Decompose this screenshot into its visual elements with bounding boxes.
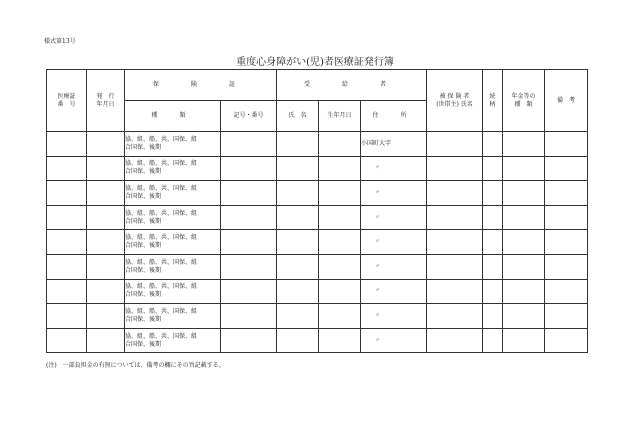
entry-cell[interactable] xyxy=(277,181,319,206)
entry-cell[interactable] xyxy=(503,181,545,206)
insurance-type-options: 合国保、後期 xyxy=(125,192,162,200)
entry-cell[interactable] xyxy=(545,181,588,206)
entry-cell[interactable] xyxy=(483,304,503,329)
address-cell[interactable] xyxy=(361,254,427,279)
entry-cell[interactable] xyxy=(277,328,319,353)
entry-cell[interactable] xyxy=(221,304,277,329)
insurance-type-options: 合国保、後期 xyxy=(125,340,162,348)
entry-cell[interactable] xyxy=(427,254,483,279)
insurance-type-cell[interactable] xyxy=(125,254,221,279)
insurance-type-cell[interactable] xyxy=(125,156,221,181)
entry-cell[interactable] xyxy=(503,205,545,230)
header-relationship: 続 柄 xyxy=(483,70,503,132)
address-cell[interactable] xyxy=(361,156,427,181)
entry-cell[interactable] xyxy=(47,254,87,279)
header-insurance-card: 保 険 証 xyxy=(125,70,277,101)
insurance-type-options: 協、組、船、共、国保、組 xyxy=(125,307,198,315)
insurance-type-cell[interactable] xyxy=(125,230,221,255)
entry-cell[interactable] xyxy=(427,156,483,181)
address-value: 〃 xyxy=(375,263,381,270)
entry-cell[interactable] xyxy=(545,254,588,279)
insurance-type-options: 合国保、後期 xyxy=(125,291,162,299)
entry-cell[interactable] xyxy=(277,230,319,255)
insurance-type-options: 協、組、船、共、国保、組 xyxy=(125,135,198,143)
header-birth-date: 生年月日 xyxy=(319,101,361,132)
entry-cell[interactable] xyxy=(277,205,319,230)
insurance-type-options: 合国保、後期 xyxy=(125,266,162,274)
ledger-body xyxy=(47,132,588,353)
table-row xyxy=(47,181,588,206)
header-symbol-number: 記号・番号 xyxy=(221,101,277,132)
entry-cell[interactable] xyxy=(427,132,483,157)
insurance-type-cell[interactable] xyxy=(125,304,221,329)
form-number: 様式第13号 xyxy=(44,38,76,45)
entry-cell[interactable] xyxy=(47,279,87,304)
entry-cell[interactable] xyxy=(319,205,361,230)
document-title: 重度心身障がい(児)者医療証発行簿 xyxy=(236,57,394,68)
address-value: 〃 xyxy=(375,312,381,319)
entry-cell[interactable] xyxy=(221,132,277,157)
entry-cell[interactable] xyxy=(503,304,545,329)
table-row xyxy=(47,132,588,157)
entry-cell[interactable] xyxy=(87,230,125,255)
entry-cell[interactable] xyxy=(319,230,361,255)
entry-cell[interactable] xyxy=(221,279,277,304)
header-pension-type: 年金等の 種 類 xyxy=(503,70,545,132)
entry-cell[interactable] xyxy=(277,279,319,304)
address-value: 〃 xyxy=(375,214,381,221)
entry-cell[interactable] xyxy=(483,230,503,255)
header-address: 住 所 xyxy=(361,101,427,132)
address-cell[interactable] xyxy=(361,328,427,353)
header-remarks: 備 考 xyxy=(545,70,588,132)
address-cell[interactable] xyxy=(361,304,427,329)
insurance-type-options: 協、組、船、共、国保、組 xyxy=(125,184,198,192)
entry-cell[interactable] xyxy=(483,254,503,279)
entry-cell[interactable] xyxy=(483,181,503,206)
entry-cell[interactable] xyxy=(221,328,277,353)
address-cell[interactable] xyxy=(361,181,427,206)
table-row xyxy=(47,230,588,255)
entry-cell[interactable] xyxy=(427,279,483,304)
insurance-type-options: 合国保、後期 xyxy=(125,315,162,323)
entry-cell[interactable] xyxy=(483,279,503,304)
entry-cell[interactable] xyxy=(319,132,361,157)
entry-cell[interactable] xyxy=(277,132,319,157)
entry-cell[interactable] xyxy=(503,156,545,181)
entry-cell[interactable] xyxy=(277,156,319,181)
entry-cell[interactable] xyxy=(545,304,588,329)
insurance-type-options: 協、組、船、共、国保、組 xyxy=(125,209,198,217)
insurance-type-options: 協、組、船、共、国保、組 xyxy=(125,234,198,242)
entry-cell[interactable] xyxy=(47,181,87,206)
entry-cell[interactable] xyxy=(503,132,545,157)
entry-cell[interactable] xyxy=(47,156,87,181)
footnote: (注) 一部負担金の有無については、備考の欄にその旨記載する。 xyxy=(46,362,225,369)
header-insured-person: 被 保 険 者 (世帯主) 氏名 xyxy=(427,70,483,132)
entry-cell[interactable] xyxy=(427,181,483,206)
table-row xyxy=(47,205,588,230)
table-row xyxy=(47,328,588,353)
entry-cell[interactable] xyxy=(319,304,361,329)
entry-cell[interactable] xyxy=(87,328,125,353)
entry-cell[interactable] xyxy=(545,279,588,304)
entry-cell[interactable] xyxy=(503,254,545,279)
insurance-type-options: 合国保、後期 xyxy=(125,143,162,151)
entry-cell[interactable] xyxy=(483,132,503,157)
entry-cell[interactable] xyxy=(319,156,361,181)
header-name: 氏 名 xyxy=(277,101,319,132)
entry-cell[interactable] xyxy=(47,132,87,157)
insurance-type-options: 協、組、船、共、国保、組 xyxy=(125,258,198,266)
entry-cell[interactable] xyxy=(545,328,588,353)
insurance-type-options: 合国保、後期 xyxy=(125,217,162,225)
address-cell[interactable] xyxy=(361,132,427,157)
entry-cell[interactable] xyxy=(87,254,125,279)
entry-cell[interactable] xyxy=(483,205,503,230)
entry-cell[interactable] xyxy=(319,181,361,206)
address-value: 〃 xyxy=(375,189,381,196)
entry-cell[interactable] xyxy=(87,279,125,304)
table-row xyxy=(47,304,588,329)
insurance-type-options: 協、組、船、共、国保、組 xyxy=(125,332,198,340)
entry-cell[interactable] xyxy=(319,254,361,279)
entry-cell[interactable] xyxy=(427,230,483,255)
table-row xyxy=(47,279,588,304)
header-insurance-type: 種 類 xyxy=(125,101,221,132)
entry-cell[interactable] xyxy=(277,304,319,329)
entry-cell[interactable] xyxy=(503,230,545,255)
issuance-ledger-table xyxy=(46,69,588,353)
address-value: 〃 xyxy=(375,288,381,295)
insurance-type-options: 合国保、後期 xyxy=(125,242,162,250)
entry-cell[interactable] xyxy=(221,156,277,181)
table-row xyxy=(47,254,588,279)
entry-cell[interactable] xyxy=(87,132,125,157)
entry-cell[interactable] xyxy=(277,254,319,279)
entry-cell[interactable] xyxy=(319,279,361,304)
table-row xyxy=(47,156,588,181)
insurance-type-cell[interactable] xyxy=(125,279,221,304)
entry-cell[interactable] xyxy=(545,205,588,230)
header-recipient: 受 給 者 xyxy=(277,70,427,101)
address-value: 〃 xyxy=(375,239,381,246)
entry-cell[interactable] xyxy=(427,205,483,230)
insurance-type-cell[interactable] xyxy=(125,132,221,157)
address-cell[interactable] xyxy=(361,279,427,304)
entry-cell[interactable] xyxy=(483,328,503,353)
insurance-type-cell[interactable] xyxy=(125,181,221,206)
entry-cell[interactable] xyxy=(47,304,87,329)
entry-cell[interactable] xyxy=(221,230,277,255)
entry-cell[interactable] xyxy=(87,181,125,206)
header-issue-date: 発 行 年月日 xyxy=(87,70,125,132)
entry-cell[interactable] xyxy=(427,304,483,329)
entry-cell[interactable] xyxy=(221,205,277,230)
entry-cell[interactable] xyxy=(221,181,277,206)
insurance-type-cell[interactable] xyxy=(125,205,221,230)
insurance-type-options: 協、組、船、共、国保、組 xyxy=(125,283,198,291)
entry-cell[interactable] xyxy=(503,328,545,353)
entry-cell[interactable] xyxy=(221,254,277,279)
address-cell[interactable] xyxy=(361,230,427,255)
entry-cell[interactable] xyxy=(87,205,125,230)
entry-cell[interactable] xyxy=(545,230,588,255)
entry-cell[interactable] xyxy=(483,156,503,181)
entry-cell[interactable] xyxy=(87,304,125,329)
entry-cell[interactable] xyxy=(427,328,483,353)
insurance-type-cell[interactable] xyxy=(125,328,221,353)
address-value: 〃 xyxy=(375,337,381,344)
insurance-type-options: 協、組、船、共、国保、組 xyxy=(125,160,198,168)
address-value: 〃 xyxy=(375,165,381,172)
address-cell[interactable] xyxy=(361,205,427,230)
entry-cell[interactable] xyxy=(87,156,125,181)
address-value: 小国町大字 xyxy=(361,139,392,147)
entry-cell[interactable] xyxy=(47,328,87,353)
entry-cell[interactable] xyxy=(47,205,87,230)
insurance-type-options: 合国保、後期 xyxy=(125,168,162,176)
header-medical-cert-no: 医療証 番 号 xyxy=(47,70,87,132)
entry-cell[interactable] xyxy=(503,279,545,304)
entry-cell[interactable] xyxy=(47,230,87,255)
entry-cell[interactable] xyxy=(545,156,588,181)
entry-cell[interactable] xyxy=(545,132,588,157)
entry-cell[interactable] xyxy=(319,328,361,353)
